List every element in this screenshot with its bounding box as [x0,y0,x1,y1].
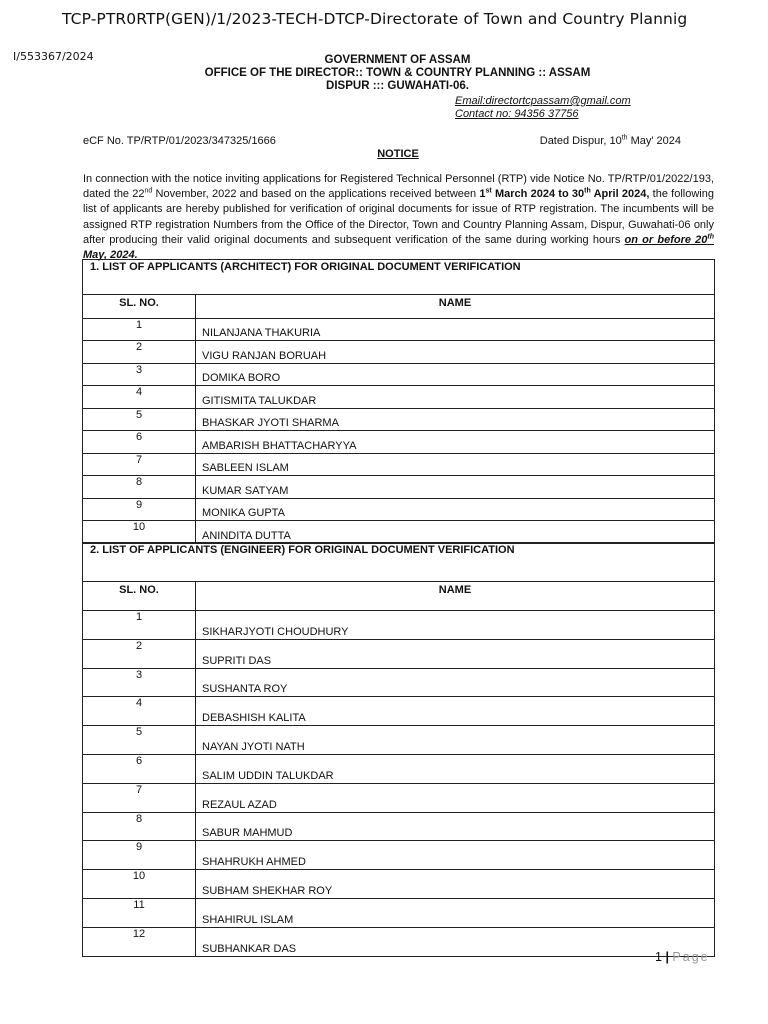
row-applicant-name: SUPRITI DAS [196,639,715,668]
table-row [83,697,715,726]
table-row [83,611,715,640]
row-applicant-name: SUBHANKAR DAS [196,927,715,956]
body-part-2: November, 2022 and based on the applications received between [152,188,480,201]
row-applicant-name: SHAHRUKH AHMED [196,841,715,870]
notice-title: NOTICE [377,148,419,160]
column-header-sl: SL. NO. [83,582,196,611]
table-row [83,476,715,499]
row-sl-number: 9 [83,841,196,870]
file-number: I/553367/2024 [13,50,94,63]
row-sl-number: 7 [83,783,196,812]
row-sl-number: 8 [83,476,196,499]
table-row [83,453,715,476]
row-applicant-name: NILANJANA THAKURIA [196,318,715,341]
contact-number: Contact no: 94356 37756 [455,108,579,120]
body-sup-1: nd [144,187,153,195]
heading-address: DISPUR ::: GUWAHATI-06. [326,80,469,92]
row-applicant-name: SALIM UDDIN TALUKDAR [196,754,715,783]
table-row [83,898,715,927]
row-applicant-name: MONIKA GUPTA [196,498,715,521]
body-date-range: 1st March 2024 to 30th April 2024, [479,187,650,201]
row-applicant-name: REZAUL AZAD [196,783,715,812]
row-applicant-name: VIGU RANJAN BORUAH [196,341,715,364]
dated-sup: th [621,134,628,142]
table-row [83,498,715,521]
table-row [83,341,715,364]
table-row [83,870,715,899]
table-row [83,408,715,431]
row-applicant-name: SUBHAM SHEKHAR ROY [196,870,715,899]
column-header-name: NAME [196,295,715,319]
body-part-1: In connection with the notice inviting applications for Registered Technical Personnel (RTP) vide Notice No. TP/RTP/01/2022/193, dated the 22 [83,173,714,201]
column-header-sl: SL. NO. [83,295,196,319]
row-applicant-name: SHAHIRUL ISLAM [196,898,715,927]
email-link[interactable]: Email:directortcpassam@gmail.com [455,95,631,107]
row-applicant-name: SUSHANTA ROY [196,668,715,697]
body-part-3: the following list of applicants are hereby published for verification of original documents for issue of RTP registration. The incumbents will be assigned RTP registration Numbers from the Office of the Director, Town and Country Planning Assam, Dispur, Guwahati-06 only after producing their valid original documents and subsequent verification of the same during working hours [83,188,714,246]
row-sl-number: 6 [83,754,196,783]
table-row [83,318,715,341]
table-row [83,927,715,956]
ecf-number: eCF No. TP/RTP/01/2023/347325/1666 [83,135,276,147]
dated-line [540,135,681,147]
dated-suffix: May' 2024 [627,135,681,147]
engineer-applicants-table [82,542,715,957]
architect-applicants-table [82,259,715,544]
file-header: TCP-PTR0RTP(GEN)/1/2023-TECH-DTCP-Directorate of Town and Country Plannig [62,10,688,28]
table-title: 1. LIST OF APPLICANTS (ARCHITECT) FOR ORIGINAL DOCUMENT VERIFICATION [83,260,715,295]
row-sl-number: 6 [83,431,196,454]
heading-office: OFFICE OF THE DIRECTOR:: TOWN & COUNTRY PLANNING :: ASSAM [204,67,591,79]
table-row [83,754,715,783]
notice-body [83,172,714,263]
table-row [83,639,715,668]
table-row [83,431,715,454]
row-applicant-name: SIKHARJYOTI CHOUDHURY [196,611,715,640]
column-header-name: NAME [196,582,715,611]
table-row [83,726,715,755]
row-sl-number: 11 [83,898,196,927]
page-number: 1 [655,950,662,964]
footer-separator: | [665,950,669,964]
row-sl-number: 3 [83,668,196,697]
row-applicant-name: DOMIKA BORO [196,363,715,386]
row-applicant-name: ANINDITA DUTTA [196,521,715,544]
heading-government: GOVERNMENT OF ASSAM [324,54,471,66]
row-sl-number: 9 [83,498,196,521]
row-sl-number: 10 [83,521,196,544]
row-applicant-name: KUMAR SATYAM [196,476,715,499]
table-row [83,521,715,544]
table-row [83,386,715,409]
row-sl-number: 8 [83,812,196,841]
row-applicant-name: AMBARISH BHATTACHARYYA [196,431,715,454]
table-row [83,783,715,812]
row-sl-number: 4 [83,386,196,409]
row-applicant-name: GITISMITA TALUKDAR [196,386,715,409]
row-sl-number: 3 [83,363,196,386]
table-row [83,363,715,386]
row-sl-number: 5 [83,726,196,755]
row-sl-number: 1 [83,611,196,640]
page-label: Page [672,950,710,964]
table-row [83,841,715,870]
row-applicant-name: DEBASHISH KALITA [196,697,715,726]
row-applicant-name: SABLEEN ISLAM [196,453,715,476]
row-sl-number: 12 [83,927,196,956]
dated-prefix: Dated Dispur, 10 [539,135,622,147]
row-sl-number: 1 [83,318,196,341]
row-applicant-name: BHASKAR JYOTI SHARMA [196,408,715,431]
row-sl-number: 2 [83,639,196,668]
table-row [83,812,715,841]
row-sl-number: 5 [83,408,196,431]
row-applicant-name: NAYAN JYOTI NATH [196,726,715,755]
row-sl-number: 7 [83,453,196,476]
row-sl-number: 10 [83,870,196,899]
table-title: 2. LIST OF APPLICANTS (ENGINEER) FOR ORIGINAL DOCUMENT VERIFICATION [83,543,715,582]
row-sl-number: 2 [83,341,196,364]
body-deadline: on or before 20th May, 2024. [83,233,714,262]
row-sl-number: 4 [83,697,196,726]
row-applicant-name: SABUR MAHMUD [196,812,715,841]
page-footer [655,950,710,964]
table-row [83,668,715,697]
